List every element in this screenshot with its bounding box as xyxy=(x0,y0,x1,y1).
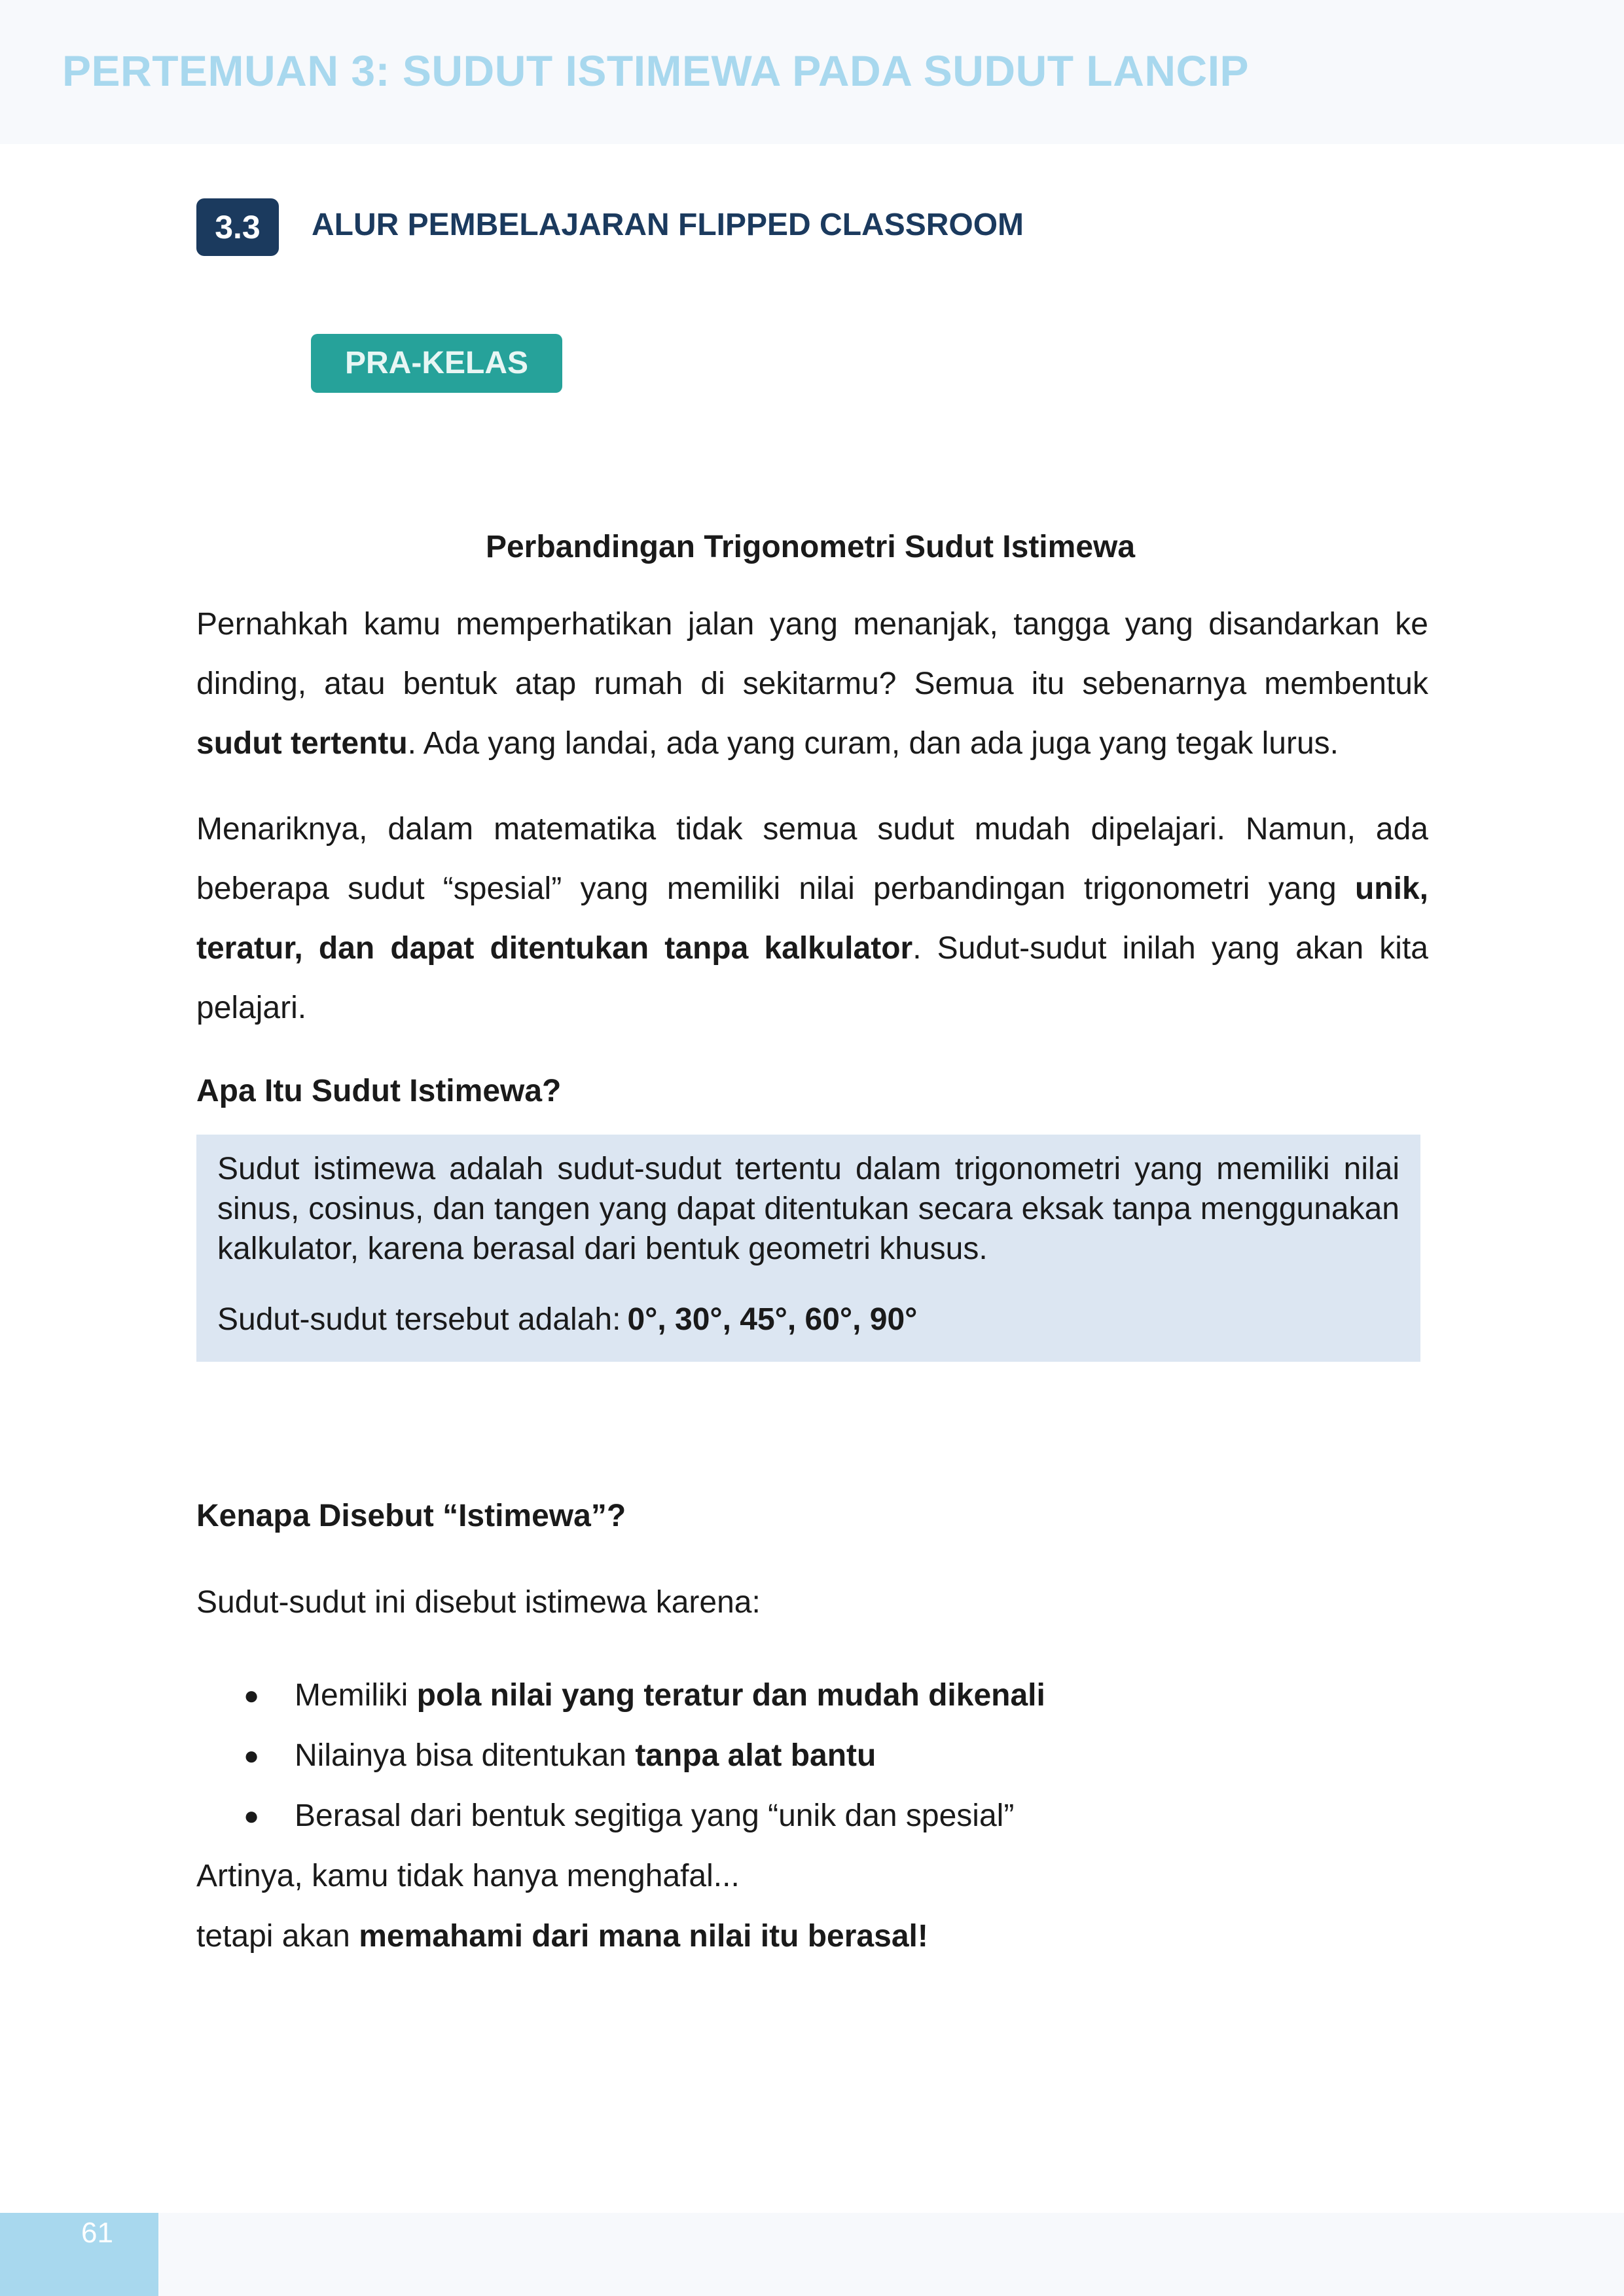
what-heading: Apa Itu Sudut Istimewa? xyxy=(196,1074,562,1108)
paragraph-special-emphasis: unik, teratur, dan dapat ditentukan tanpa kalkulator xyxy=(196,871,1428,966)
list-item xyxy=(196,1666,1428,1726)
list-item xyxy=(196,1786,1428,1846)
page-number: 61 xyxy=(81,2217,113,2249)
paragraph-intro-text-2: . Ada yang landai, ada yang curam, dan ada juga yang tegak lurus. xyxy=(407,726,1339,761)
why-heading: Kenapa Disebut “Istimewa”? xyxy=(196,1499,626,1533)
angles-value: 0°, 30°, 45°, 60°, 90° xyxy=(627,1302,918,1337)
section-title: ALUR PEMBELAJARAN FLIPPED CLASSROOM xyxy=(312,208,1024,242)
bullet-icon: ● xyxy=(244,1681,260,1710)
paragraph-special-angles xyxy=(196,799,1428,1038)
closing-text: tetapi akan xyxy=(196,1919,359,1954)
paragraph-special-text-2: . Sudut-sudut inilah yang akan kita pelajari. xyxy=(196,931,1428,1025)
angles-line xyxy=(217,1296,1399,1343)
definition-text: Sudut istimewa adalah sudut-sudut tertentu dalam trigonometri yang memiliki nilai sinus, cosinus, dan tangen yang dapat ditentukan secara eksak tanpa menggunakan kalkulator, karena berasal dari bentuk geometri khusus. xyxy=(217,1152,1399,1266)
page-number-box xyxy=(0,2213,158,2296)
paragraph-intro-text-1: Pernahkah kamu memperhatikan jalan yang menanjak, tangga yang disandarkan ke dinding, atau bentuk atap rumah di sekitarmu? Semua itu sebenarnya membentuk xyxy=(196,607,1428,701)
closing-line-1: Artinya, kamu tidak hanya menghafal... xyxy=(196,1859,740,1893)
paragraph-intro xyxy=(196,594,1428,773)
angles-label: Sudut-sudut tersebut adalah: xyxy=(217,1302,621,1337)
list-item xyxy=(196,1726,1428,1786)
reason-emphasis: pola nilai yang teratur dan mudah dikenali xyxy=(416,1678,1045,1713)
reason-text: Nilainya bisa ditentukan xyxy=(295,1738,636,1773)
reasons-list xyxy=(196,1666,1428,1846)
paragraph-special-text-1: Menariknya, dalam matematika tidak semua sudut mudah dipelajari. Namun, ada beberapa sudut “spesial” yang memiliki nilai perbandingan trigonometri yang xyxy=(196,812,1428,906)
footer-band xyxy=(0,2213,1624,2296)
closing-emphasis: memahami dari mana nilai itu berasal! xyxy=(359,1919,928,1954)
reason-text: Berasal dari bentuk segitiga yang “unik dan spesial” xyxy=(295,1798,1015,1833)
chapter-title: PERTEMUAN 3: SUDUT ISTIMEWA PADA SUDUT LANCIP xyxy=(62,46,1250,95)
bullet-icon: ● xyxy=(244,1802,260,1831)
reason-text: Memiliki xyxy=(295,1678,417,1713)
phase-badge: PRA-KELAS xyxy=(311,334,562,393)
closing-line-2 xyxy=(196,1906,1428,1967)
content-title: Perbandingan Trigonometri Sudut Istimewa xyxy=(485,530,1136,564)
reason-emphasis: tanpa alat bantu xyxy=(635,1738,876,1773)
bullet-icon: ● xyxy=(244,1741,260,1770)
paragraph-intro-emphasis: sudut tertentu xyxy=(196,726,408,761)
main-content xyxy=(196,524,1428,1967)
section-number-badge: 3.3 xyxy=(196,198,279,256)
why-intro: Sudut-sudut ini disebut istimewa karena: xyxy=(196,1585,761,1620)
definition-box xyxy=(196,1135,1420,1362)
